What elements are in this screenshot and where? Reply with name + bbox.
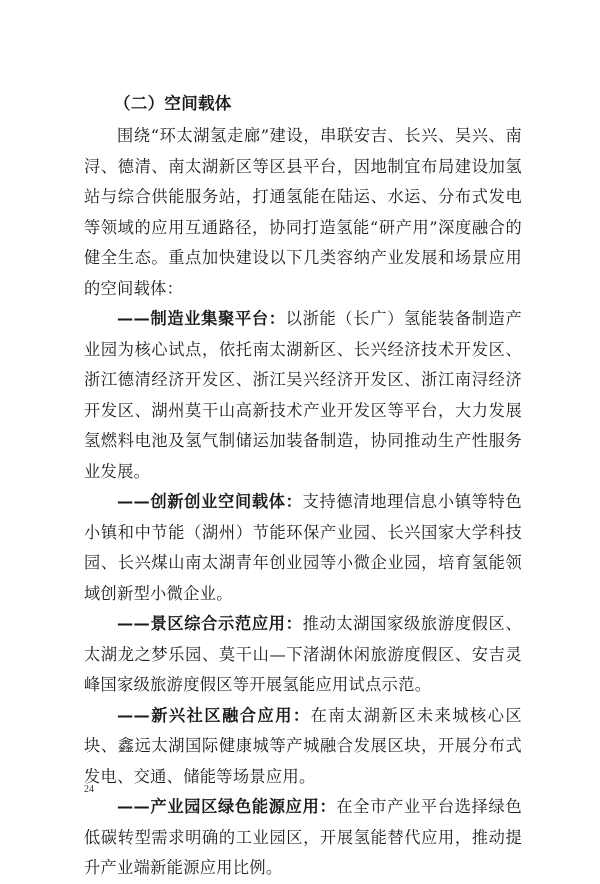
item-lead: ——制造业集聚平台：	[117, 309, 286, 328]
item-lead: ——景区综合示范应用：	[117, 614, 303, 633]
item-lead: ——新兴社区融合应用：	[117, 705, 311, 725]
item-lead: ——创新创业空间载体：	[117, 492, 303, 511]
item-text: 支持德清地理信息小镇等特色小镇和中节能（湖州）节能环保产业园、长兴国家大学科技园、长兴煤山南太湖青年创业园等小微企业园，培育氢能领域创新型小微企业。	[84, 492, 522, 603]
item-text: 推动太湖国家级旅游度假区、太湖龙之梦乐园、莫干山—下渚湖休闲旅游度假区、安吉灵峰国家级旅游度假区等开展氢能应用试点示范。	[84, 614, 522, 694]
list-item	[84, 609, 522, 701]
list-item	[84, 304, 522, 487]
item-text: 以浙能（长广）氢能装备制造产业园为核心试点，依托南太湖新区、长兴经济技术开发区、浙江德清经济开发区、浙江吴兴经济开发区、浙江南浔经济开发区、湖州莫干山高新技术产业开发区等平台，大力发展氢燃料电池及氢气制储运加装备制造，协同推动生产性服务业发展。	[84, 309, 522, 481]
section-heading: （二）空间载体	[114, 94, 232, 113]
list-item	[84, 701, 522, 793]
document-body	[84, 87, 522, 884]
page-number: 24	[84, 784, 94, 795]
item-lead: ——产业园区绿色能源应用：	[117, 797, 337, 816]
item-text: 在南太湖新区未来城核心区块、鑫远太湖国际健康城等产城融合发展区块，开展分布式发电、交通、储能等场景应用。	[84, 705, 522, 786]
intro-paragraph: 围绕“环太湖氢走廊”建设，串联安吉、长兴、吴兴、南浔、德清、南太湖新区等区县平台，因地制宜布局建设加氢站与综合供能服务站，打通氢能在陆运、水运、分布式发电等领域的应用互通路径，协同打造氢能“研产用”深度融合的健全生态。重点加快建设以下几类容纳产业发展和场景应用的空间载体：	[84, 126, 522, 298]
item-text: 在全市产业平台选择绿色低碳转型需求明确的工业园区，开展氢能替代应用，推动提升产业端新能源应用比例。	[84, 797, 522, 877]
list-item	[84, 792, 522, 884]
list-item	[84, 487, 522, 609]
